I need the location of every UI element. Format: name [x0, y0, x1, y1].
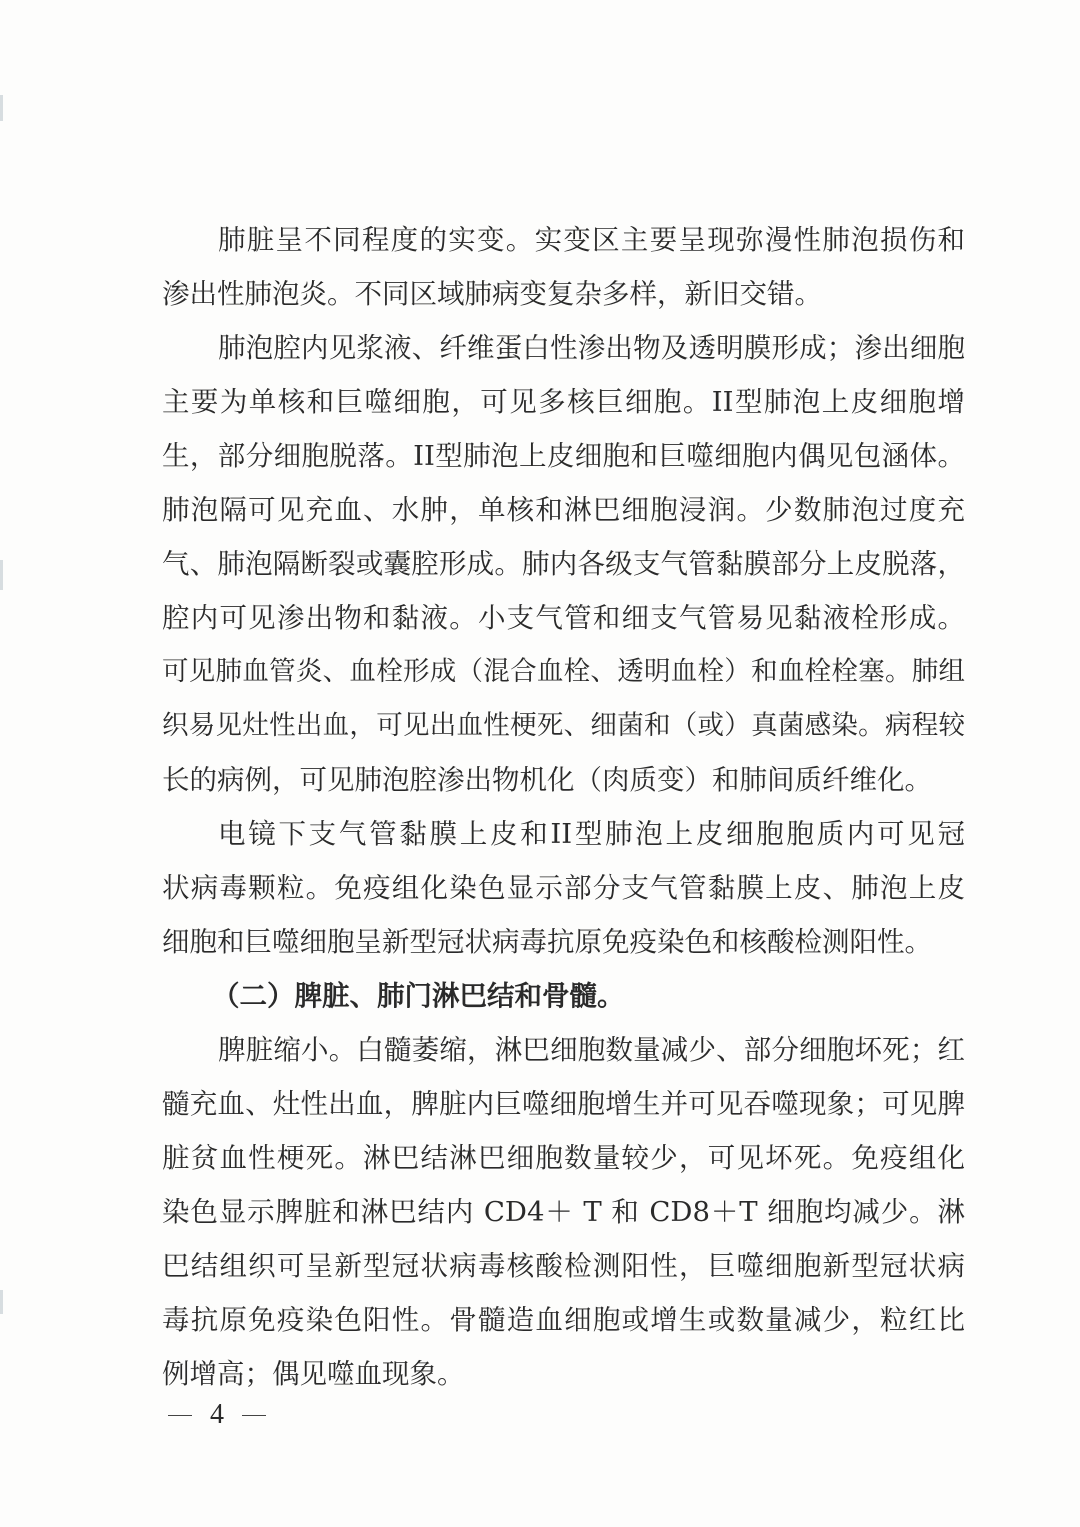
- text-line: 可见肺血管炎、血栓形成（混合血栓、透明血栓）和血栓栓塞。肺组: [162, 656, 965, 687]
- text-line: 渗出性肺泡炎。不同区域肺病变复杂多样，新旧交错。: [162, 278, 822, 310]
- text-line: 腔内可见渗出物和黏液。小支气管和细支气管易见黏液栓形成。: [162, 602, 965, 634]
- text-line: 长的病例，可见肺泡腔渗出物机化（肉质变）和肺间质纤维化。: [162, 764, 932, 796]
- dash-right: [242, 1415, 266, 1416]
- text-line: 状病毒颗粒。免疫组化染色显示部分支气管黏膜上皮、肺泡上皮: [162, 872, 965, 904]
- page-number: 4: [210, 1399, 224, 1430]
- page-number-footer: [168, 1395, 308, 1435]
- text-line: 肺泡腔内见浆液、纤维蛋白性渗出物及透明膜形成；渗出细胞: [218, 332, 965, 364]
- text-line: 染色显示脾脏和淋巴结内 CD4＋ T 和 CD8＋T 细胞均减少。淋: [162, 1196, 965, 1228]
- scan-edge-mark: [0, 95, 3, 121]
- text-line: 脾脏缩小。白髓萎缩，淋巴细胞数量减少、部分细胞坏死；红: [218, 1034, 965, 1066]
- text-line: 织易见灶性出血，可见出血性梗死、细菌和（或）真菌感染。病程较: [162, 710, 965, 741]
- section-heading: （二）脾脏、肺门淋巴结和骨髓。: [212, 980, 625, 1012]
- text-line: 气、肺泡隔断裂或囊腔形成。肺内各级支气管黏膜部分上皮脱落，: [162, 548, 965, 580]
- dash-left: [168, 1415, 192, 1416]
- text-line: 例增高；偶见噬血现象。: [162, 1358, 465, 1390]
- text-line: 细胞和巨噬细胞呈新型冠状病毒抗原免疫染色和核酸检测阳性。: [162, 926, 932, 958]
- scan-edge-mark: [0, 560, 3, 590]
- text-line: 肺泡隔可见充血、水肿，单核和淋巴细胞浸润。少数肺泡过度充: [162, 494, 965, 526]
- text-line: 脏贫血性梗死。淋巴结淋巴细胞数量较少，可见坏死。免疫组化: [162, 1142, 965, 1174]
- text-line: 生，部分细胞脱落。II型肺泡上皮细胞和巨噬细胞内偶见包涵体。: [162, 440, 965, 472]
- scan-edge-mark: [0, 1290, 3, 1314]
- text-line: 电镜下支气管黏膜上皮和II型肺泡上皮细胞胞质内可见冠: [218, 818, 965, 850]
- text-line: 肺脏呈不同程度的实变。实变区主要呈现弥漫性肺泡损伤和: [218, 224, 965, 256]
- text-line: 巴结组织可呈新型冠状病毒核酸检测阳性，巨噬细胞新型冠状病: [162, 1250, 965, 1282]
- text-line: 主要为单核和巨噬细胞，可见多核巨细胞。II型肺泡上皮细胞增: [162, 386, 965, 418]
- text-line: 毒抗原免疫染色阳性。骨髓造血细胞或增生或数量减少，粒红比: [162, 1304, 965, 1336]
- text-line: 髓充血、灶性出血，脾脏内巨噬细胞增生并可见吞噬现象；可见脾: [162, 1088, 965, 1120]
